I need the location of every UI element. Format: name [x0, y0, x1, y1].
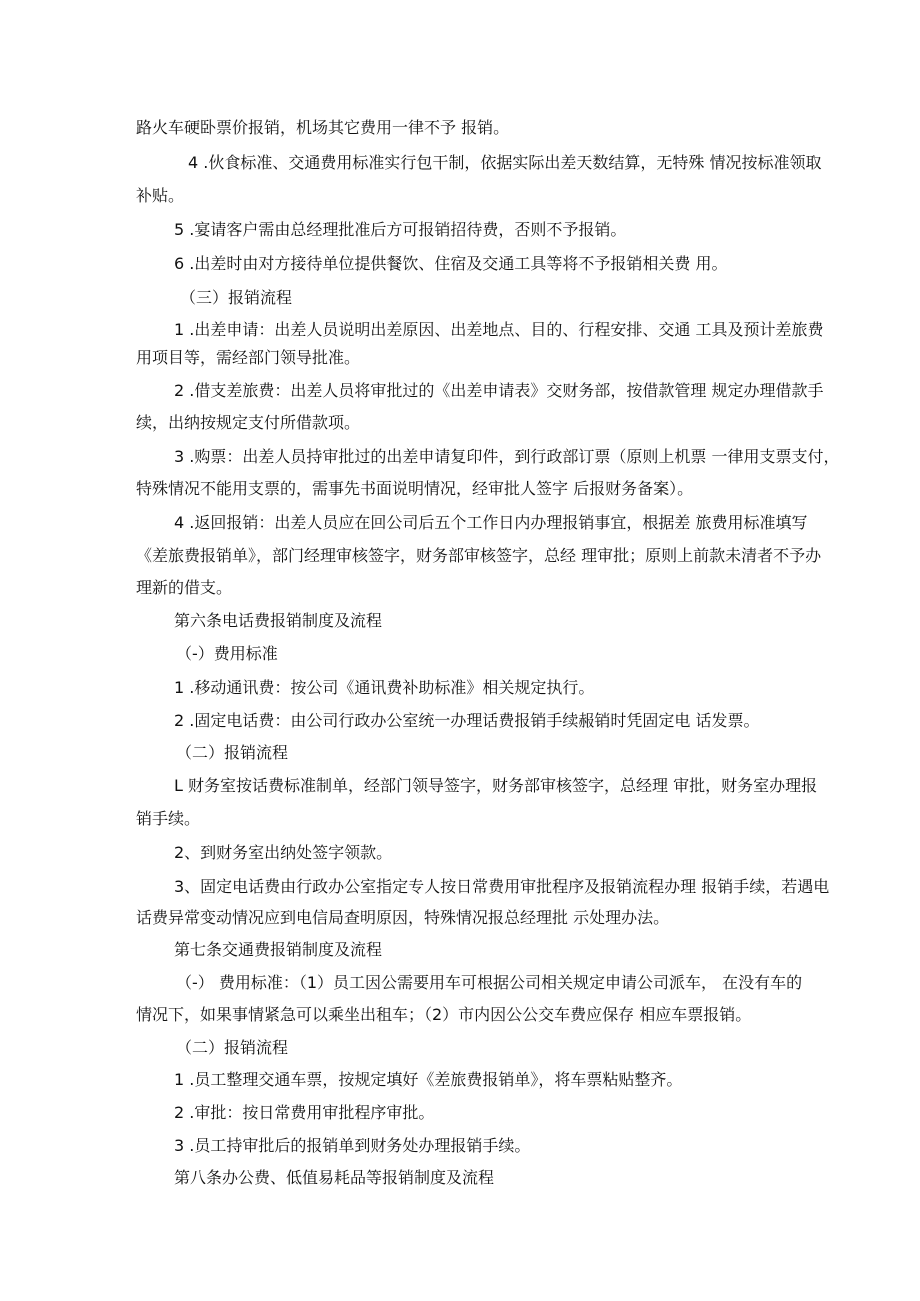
line-text: 1 .员工整理交通车票，按规定填好《差旅费报销单》，将车票粘贴整齐。 — [174, 1070, 683, 1089]
heading-text: （二）报销流程 — [176, 1038, 289, 1057]
line-text: 续，出纳按规定支付所借款项。 — [136, 413, 361, 432]
line-text: 路火车硬卧票价报销，机场其它费用一律不予 报销。 — [136, 118, 510, 137]
heading-text: 第六条电话费报销制度及流程 — [174, 611, 383, 630]
line-text: 用项目等，需经部门领导批准。 — [136, 348, 361, 367]
line-text: 2 .借支差旅费：出差人员将审批过的《出差申请表》交财务部，按借款管理 规定办理借款手 — [174, 381, 824, 400]
line-text: 话费异常变动情况应到电信局查明原因，特殊情况报总经理批 示处理办法。 — [136, 908, 670, 927]
line-text: 4 .返回报销：出差人员应在回公司后五个工作日内办理报销事宜，根据差 旅费用标准填写 — [174, 513, 808, 532]
line-text: 2 .固定电话费：由公司行政办公室统一办理话费报销手续赧销时凭固定电 话发票。 — [174, 711, 760, 730]
line-text: 6 .出差时由对方接待单位提供餐饮、住宿及交通工具等将不予报销相关费 用。 — [174, 254, 728, 273]
line-text: 3 .购票：出差人员持审批过的出差申请复印件，到行政部订票（原则上机票 一律用支票支付， — [174, 447, 840, 466]
line-text: 3、固定电话费由行政办公室指定专人按日常费用审批程序及报销流程办理 报销手续，若遇电 — [174, 877, 830, 896]
line-text: 5 .宴请客户需由总经理批准后方可报销招待费，否则不予报销。 — [174, 220, 627, 239]
line-text: 3 .员工持审批后的报销单到财务处办理报销手续。 — [174, 1136, 531, 1155]
line-text: 4 .伙食标准、交通费用标准实行包干制，依据实际出差天数结算，无特殊 情况按标准领取 — [188, 153, 822, 172]
line-text: 《差旅费报销单》，部门经理审核签字，财务部审核签字，总经 理审批；原则上前款未清者不予办 — [136, 546, 822, 565]
line-text: 理新的借支。 — [136, 578, 233, 597]
heading-text: （三）报销流程 — [180, 288, 293, 307]
line-text: 2 .审批：按日常费用审批程序审批。 — [174, 1103, 435, 1122]
heading-text: 第八条办公费、低值易耗品等报销制度及流程 — [174, 1168, 495, 1187]
line-text: 补贴。 — [136, 186, 185, 205]
heading-text: （-）费用标准 — [176, 644, 278, 663]
line-text: 1 .移动通讯费：按公司《通讯费补助标准》相关规定执行。 — [174, 678, 595, 697]
line-text: 情况下，如果事情紧急可以乘坐出租车；（2）市内因公公交车费应保存 相应车票报销。 — [136, 1005, 752, 1024]
line-text: 特殊情况不能用支票的，需事先书面说明情况，经审批人签字 后报财务备案）。 — [136, 479, 694, 498]
line-text: L 财务室按话费标准制单，经部门领导签字，财务部审核签字，总经理 审批，财务室办理报 — [174, 776, 818, 795]
line-text: 2、到财务室出纳处签字领款。 — [174, 843, 393, 862]
heading-text: 第七条交通费报销制度及流程 — [174, 940, 383, 959]
heading-text: （二）报销流程 — [176, 743, 289, 762]
line-text: 1 .出差申请：出差人员说明出差原因、出差地点、目的、行程安排、交通 工具及预计差旅费 — [174, 320, 824, 339]
line-text: （-） 费用标准：（1）员工因公需要用车可根据公司相关规定申请公司派车， 在没有车的 — [176, 973, 803, 992]
line-text: 销手续。 — [136, 809, 201, 828]
